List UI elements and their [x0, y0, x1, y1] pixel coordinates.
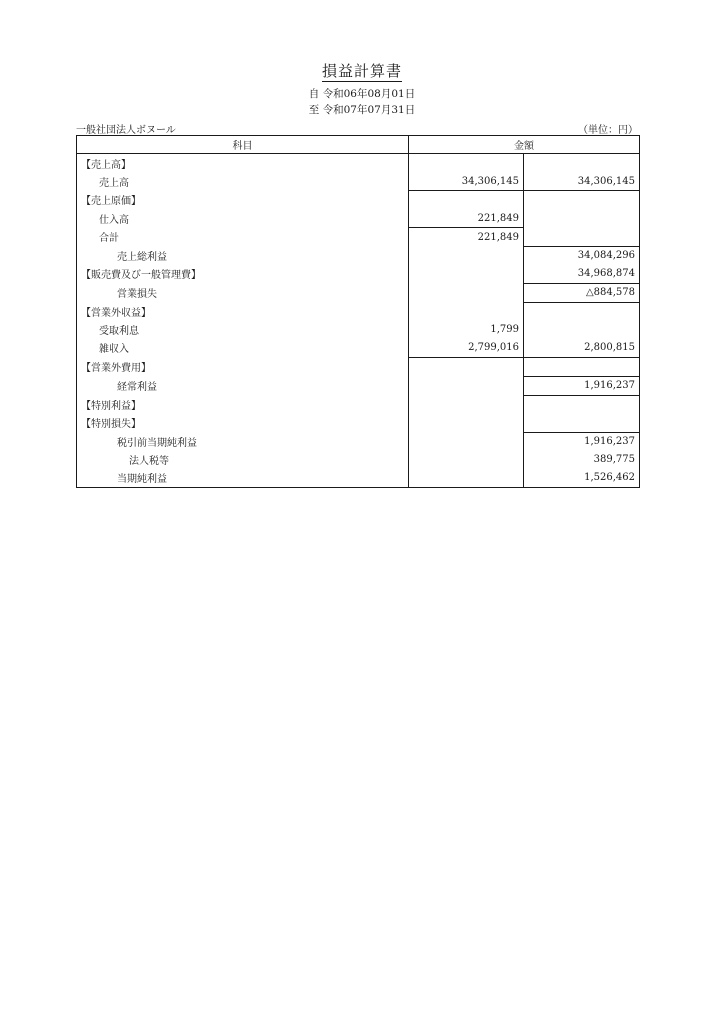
- table-row: [77, 265, 640, 284]
- table-row: [77, 246, 640, 265]
- row-amount-a: [409, 469, 524, 488]
- table-row: [77, 339, 640, 358]
- row-amount-b: [524, 154, 640, 173]
- header-item: 科目: [77, 136, 409, 154]
- row-amount-a: [409, 154, 524, 173]
- row-item: 【販売費及び一般管理費】: [77, 265, 409, 284]
- row-amount-b: [524, 395, 640, 414]
- row-item: 【売上高】: [77, 154, 409, 173]
- row-amount-b: [524, 209, 640, 228]
- row-item: 税引前当期純利益: [77, 432, 409, 451]
- row-amount-a: [409, 414, 524, 433]
- row-item: 営業損失: [77, 283, 409, 302]
- row-amount-b: 34,084,296: [524, 246, 640, 265]
- row-item: 【売上原価】: [77, 191, 409, 210]
- row-amount-a: 34,306,145: [409, 172, 524, 191]
- table-row: [77, 191, 640, 210]
- row-amount-a: [409, 432, 524, 451]
- row-amount-a: [409, 283, 524, 302]
- row-amount-a: [409, 376, 524, 395]
- row-amount-b: △884,578: [524, 283, 640, 302]
- row-amount-b: 1,916,237: [524, 376, 640, 395]
- row-item: 当期純利益: [77, 469, 409, 488]
- row-amount-a: 1,799: [409, 321, 524, 339]
- header-amount: 金額: [409, 136, 640, 154]
- row-item: 【営業外収益】: [77, 302, 409, 321]
- row-item: 受取利息: [77, 321, 409, 339]
- row-amount-a: [409, 265, 524, 284]
- document-title-text: 損益計算書: [321, 62, 402, 80]
- company-name: 一般社団法人ボヌール: [76, 125, 176, 136]
- row-item: 合計: [77, 228, 409, 247]
- row-amount-a: [409, 246, 524, 265]
- table-row: [77, 172, 640, 191]
- row-item: 売上高: [77, 172, 409, 191]
- row-amount-a: [409, 191, 524, 210]
- row-amount-b: 34,968,874: [524, 265, 640, 284]
- row-amount-b: [524, 191, 640, 210]
- table-row: [77, 283, 640, 302]
- table-row: [77, 469, 640, 488]
- period-to: 至 令和07年07月31日: [308, 104, 416, 116]
- row-amount-b: [524, 357, 640, 376]
- table-header-row: [77, 136, 640, 154]
- row-amount-a: 221,849: [409, 209, 524, 228]
- document-title: [0, 60, 724, 81]
- row-item: 【営業外費用】: [77, 357, 409, 376]
- row-amount-b: 1,916,237: [524, 432, 640, 451]
- table-row: [77, 228, 640, 247]
- row-item: 【特別利益】: [77, 395, 409, 414]
- row-amount-b: [524, 414, 640, 433]
- row-amount-a: [409, 395, 524, 414]
- table-row: [77, 209, 640, 228]
- table-row: [77, 357, 640, 376]
- row-amount-b: 34,306,145: [524, 172, 640, 191]
- row-amount-a: [409, 357, 524, 376]
- row-item: 仕入高: [77, 209, 409, 228]
- row-amount-a: [409, 451, 524, 469]
- row-item: 売上総利益: [77, 246, 409, 265]
- table-row: [77, 451, 640, 469]
- income-statement-table: [76, 135, 640, 488]
- row-amount-b: 389,775: [524, 451, 640, 469]
- table-row: [77, 302, 640, 321]
- row-amount-b: 2,800,815: [524, 339, 640, 358]
- row-amount-b: [524, 321, 640, 339]
- table-row: [77, 321, 640, 339]
- table-row: [77, 154, 640, 173]
- row-item: 法人税等: [77, 451, 409, 469]
- row-amount-b: 1,526,462: [524, 469, 640, 488]
- table-row: [77, 414, 640, 433]
- row-item: 経常利益: [77, 376, 409, 395]
- row-amount-a: 2,799,016: [409, 339, 524, 358]
- unit-label: （単位：円）: [578, 125, 638, 136]
- row-amount-a: [409, 302, 524, 321]
- row-amount-a: 221,849: [409, 228, 524, 247]
- table-row: [77, 432, 640, 451]
- period-from: 自 令和06年08月01日: [308, 88, 416, 100]
- table-row: [77, 395, 640, 414]
- row-item: 【特別損失】: [77, 414, 409, 433]
- row-amount-b: [524, 228, 640, 247]
- table-row: [77, 376, 640, 395]
- row-amount-b: [524, 302, 640, 321]
- row-item: 雑収入: [77, 339, 409, 358]
